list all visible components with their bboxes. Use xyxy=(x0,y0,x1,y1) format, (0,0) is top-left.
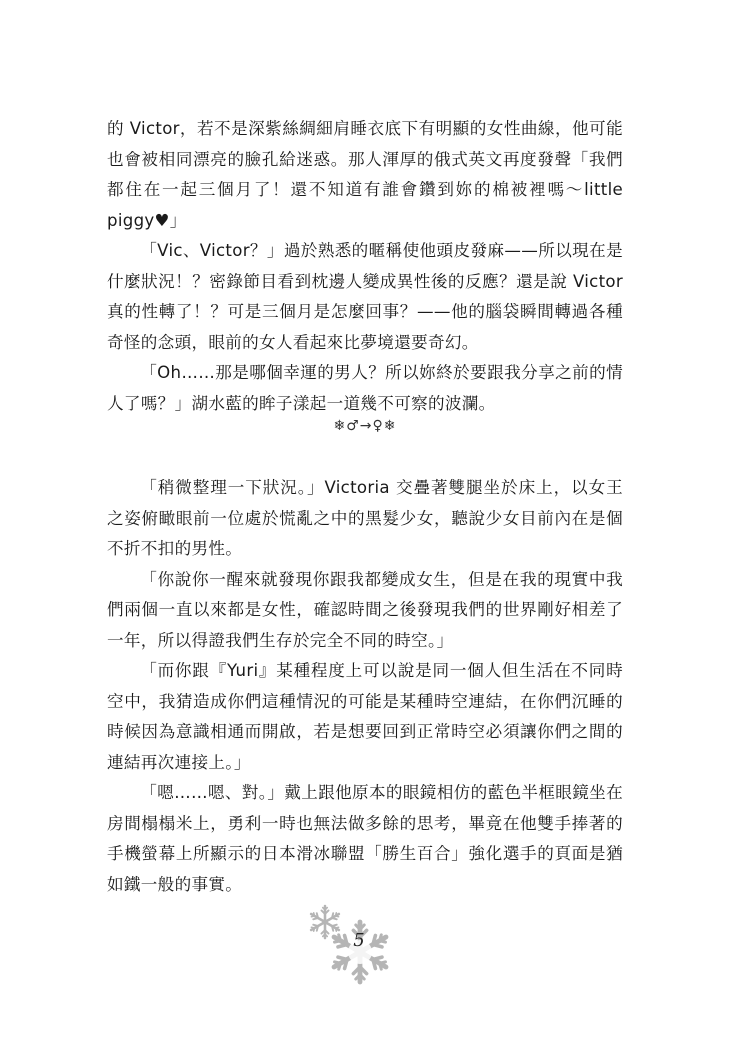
scene-separator: ❄♂→♀❄ xyxy=(333,418,397,434)
page-number: 5 xyxy=(353,930,365,951)
paragraph: 「Vic、Victor？」過於熟悉的暱稱使他頭皮發麻——所以現在是什麼狀況！？密錄節目看到枕邊人變成異性後的反應？還是說 Victor 真的性轉了！？可是三個月是怎麼回事？——他的腦袋瞬間轉過各種奇怪的念頭，眼前的女人看起來比夢境還要奇幻。 xyxy=(107,241,623,352)
footer-ornament xyxy=(300,900,410,990)
text-block-top xyxy=(107,114,623,419)
paragraph: 的 Victor，若不是深紫絲綢細肩睡衣底下有明顯的女性曲線，他可能也會被相同漂亮的臉孔給迷惑。那人渾厚的俄式英文再度發聲「我們都住在一起三個月了！還不知道有誰會鑽到妳的棉被裡嗎～little piggy♥」 xyxy=(107,119,623,230)
paragraph: 「嗯……嗯、對。」戴上跟他原本的眼鏡相仿的藍色半框眼鏡坐在房間榻榻米上，勇利一時也無法做多餘的思考，畢竟在他雙手捧著的手機螢幕上所顯示的日本滑冰聯盟「勝生百合」強化選手的頁面是猶如鐵一般的事實。 xyxy=(107,783,623,894)
paragraph: 「稍微整理一下狀況。」Victoria 交疊著雙腿坐於床上，以女王之姿俯瞰眼前一位處於慌亂之中的黑髮少女，聽說少女目前內在是個不折不扣的男性。 xyxy=(107,478,623,558)
paragraph: 「Oh……那是哪個幸運的男人？所以妳終於要跟我分享之前的情人了嗎？」湖水藍的眸子漾起一道幾不可察的波瀾。 xyxy=(107,363,623,413)
paragraph: 「你說你一醒來就發現你跟我都變成女生，但是在我的現實中我們兩個一直以來都是女性，確認時間之後發現我們的世界剛好相差了一年，所以得證我們生存於完全不同的時空。」 xyxy=(107,569,623,650)
text-block-bottom xyxy=(107,473,623,900)
paragraph: 「而你跟『Yuri』某種程度上可以說是同一個人但生活在不同時空中，我猜造成你們這種情況的可能是某種時空連結，在你們沉睡的時候因為意識相通而開啟，若是想要回到正常時空必須讓你們之間的連結再次連接上。」 xyxy=(107,661,623,772)
